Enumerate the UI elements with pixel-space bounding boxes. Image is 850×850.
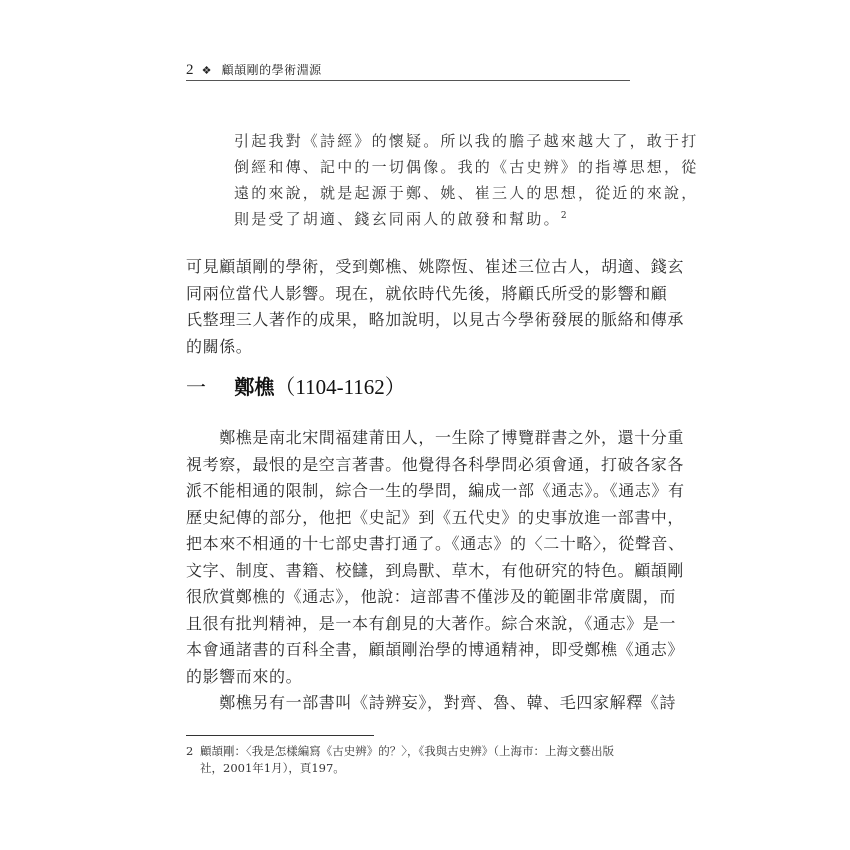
footnote-line (186, 743, 636, 760)
footnote (186, 743, 636, 777)
footnote-divider (186, 735, 374, 736)
section-years: （1104-1162） (274, 375, 406, 399)
quote-line: 倒經和傳、記中的一切偶像。我的《古史辨》的指導思想，從 (234, 158, 699, 176)
paragraph-line: 派不能相通的限制，綜合一生的學問，編成一部《通志》。《通志》有 (186, 481, 685, 500)
quote-line (234, 206, 634, 232)
paragraph-line: 可見顧頡剛的學術，受到鄭樵、姚際恆、崔述三位古人，胡適、錢玄 (186, 257, 685, 276)
paragraph-line: 鄭樵另有一部書叫《詩辨妄》，對齊、魯、韓、毛四家解釋《詩 (186, 693, 677, 712)
paragraph-line: 的關係。 (186, 336, 253, 356)
quote-line-text: 則是受了胡適、錢玄同兩人的啟發和幫助。 (234, 210, 561, 228)
block-quote (234, 128, 699, 232)
section-number: 一 (186, 375, 206, 399)
paragraph-line: 同兩位當代人影響。現在，就依時代先後，將顧氏所受的影響和顧 (186, 283, 668, 303)
paragraph-line: 且很有批判精神，是一本有創見的大著作。綜合來說，《通志》是一 (186, 613, 677, 633)
paragraph-line: 鄭樵是南北宋間福建莆田人，一生除了博覽群書之外，還十分重 (186, 428, 685, 447)
running-head (186, 60, 630, 81)
paragraph (186, 254, 685, 360)
footnote-ref[interactable]: 2 (560, 211, 569, 221)
ornament-icon: ❖ (201, 64, 212, 77)
section-name: 鄭樵 (234, 375, 275, 399)
footnote-line: 社，2001年1月），頁197。 (200, 761, 345, 775)
quote-line: 遠的來說，就是起源于鄭、姚、崔三人的思想，從近的來說， (234, 184, 699, 202)
paragraph-line: 氏整理三人著作的成果，略加說明，以見古今學術發展的脈絡和傳承 (186, 310, 685, 329)
section-heading (186, 372, 406, 402)
paragraph (186, 425, 685, 717)
footnote-number: 2 (186, 744, 194, 758)
page-number: 2 (186, 62, 194, 78)
paragraph-line: 把本來不相通的十七部史書打通了。《通志》的〈二十略〉，從聲音、 (186, 534, 685, 553)
paragraph-line: 本會通諸書的百科全書，顧頡剛治學的博通精神，即受鄭樵《通志》 (186, 640, 685, 659)
paragraph-line: 視考察，最恨的是空言著書。他覺得各科學問必須會通，打破各家各 (186, 454, 685, 474)
paragraph-line: 歷史紀傳的部分，他把《史記》到《五代史》的史事放進一部書中， (186, 507, 685, 527)
footnote-text: 顧頡剛：〈我是怎樣編寫《古史辨》的？〉，《我與古史辨》（上海市：上海文藝出版 (200, 744, 614, 758)
quote-line: 引起我對《詩經》的懷疑。所以我的膽子越來越大了，敢于打 (234, 132, 699, 150)
paragraph-line: 的影響而來的。 (186, 666, 303, 686)
paragraph-line: 很欣賞鄭樵的《通志》，他說：這部書不僅涉及的範圍非常廣闊，而 (186, 587, 677, 606)
paragraph-line: 文字、制度、書籍、校讎，到鳥獸、草木，有他研究的特色。顧頡剛 (186, 560, 685, 580)
book-title: 顧頡剛的學術淵源 (221, 63, 322, 77)
